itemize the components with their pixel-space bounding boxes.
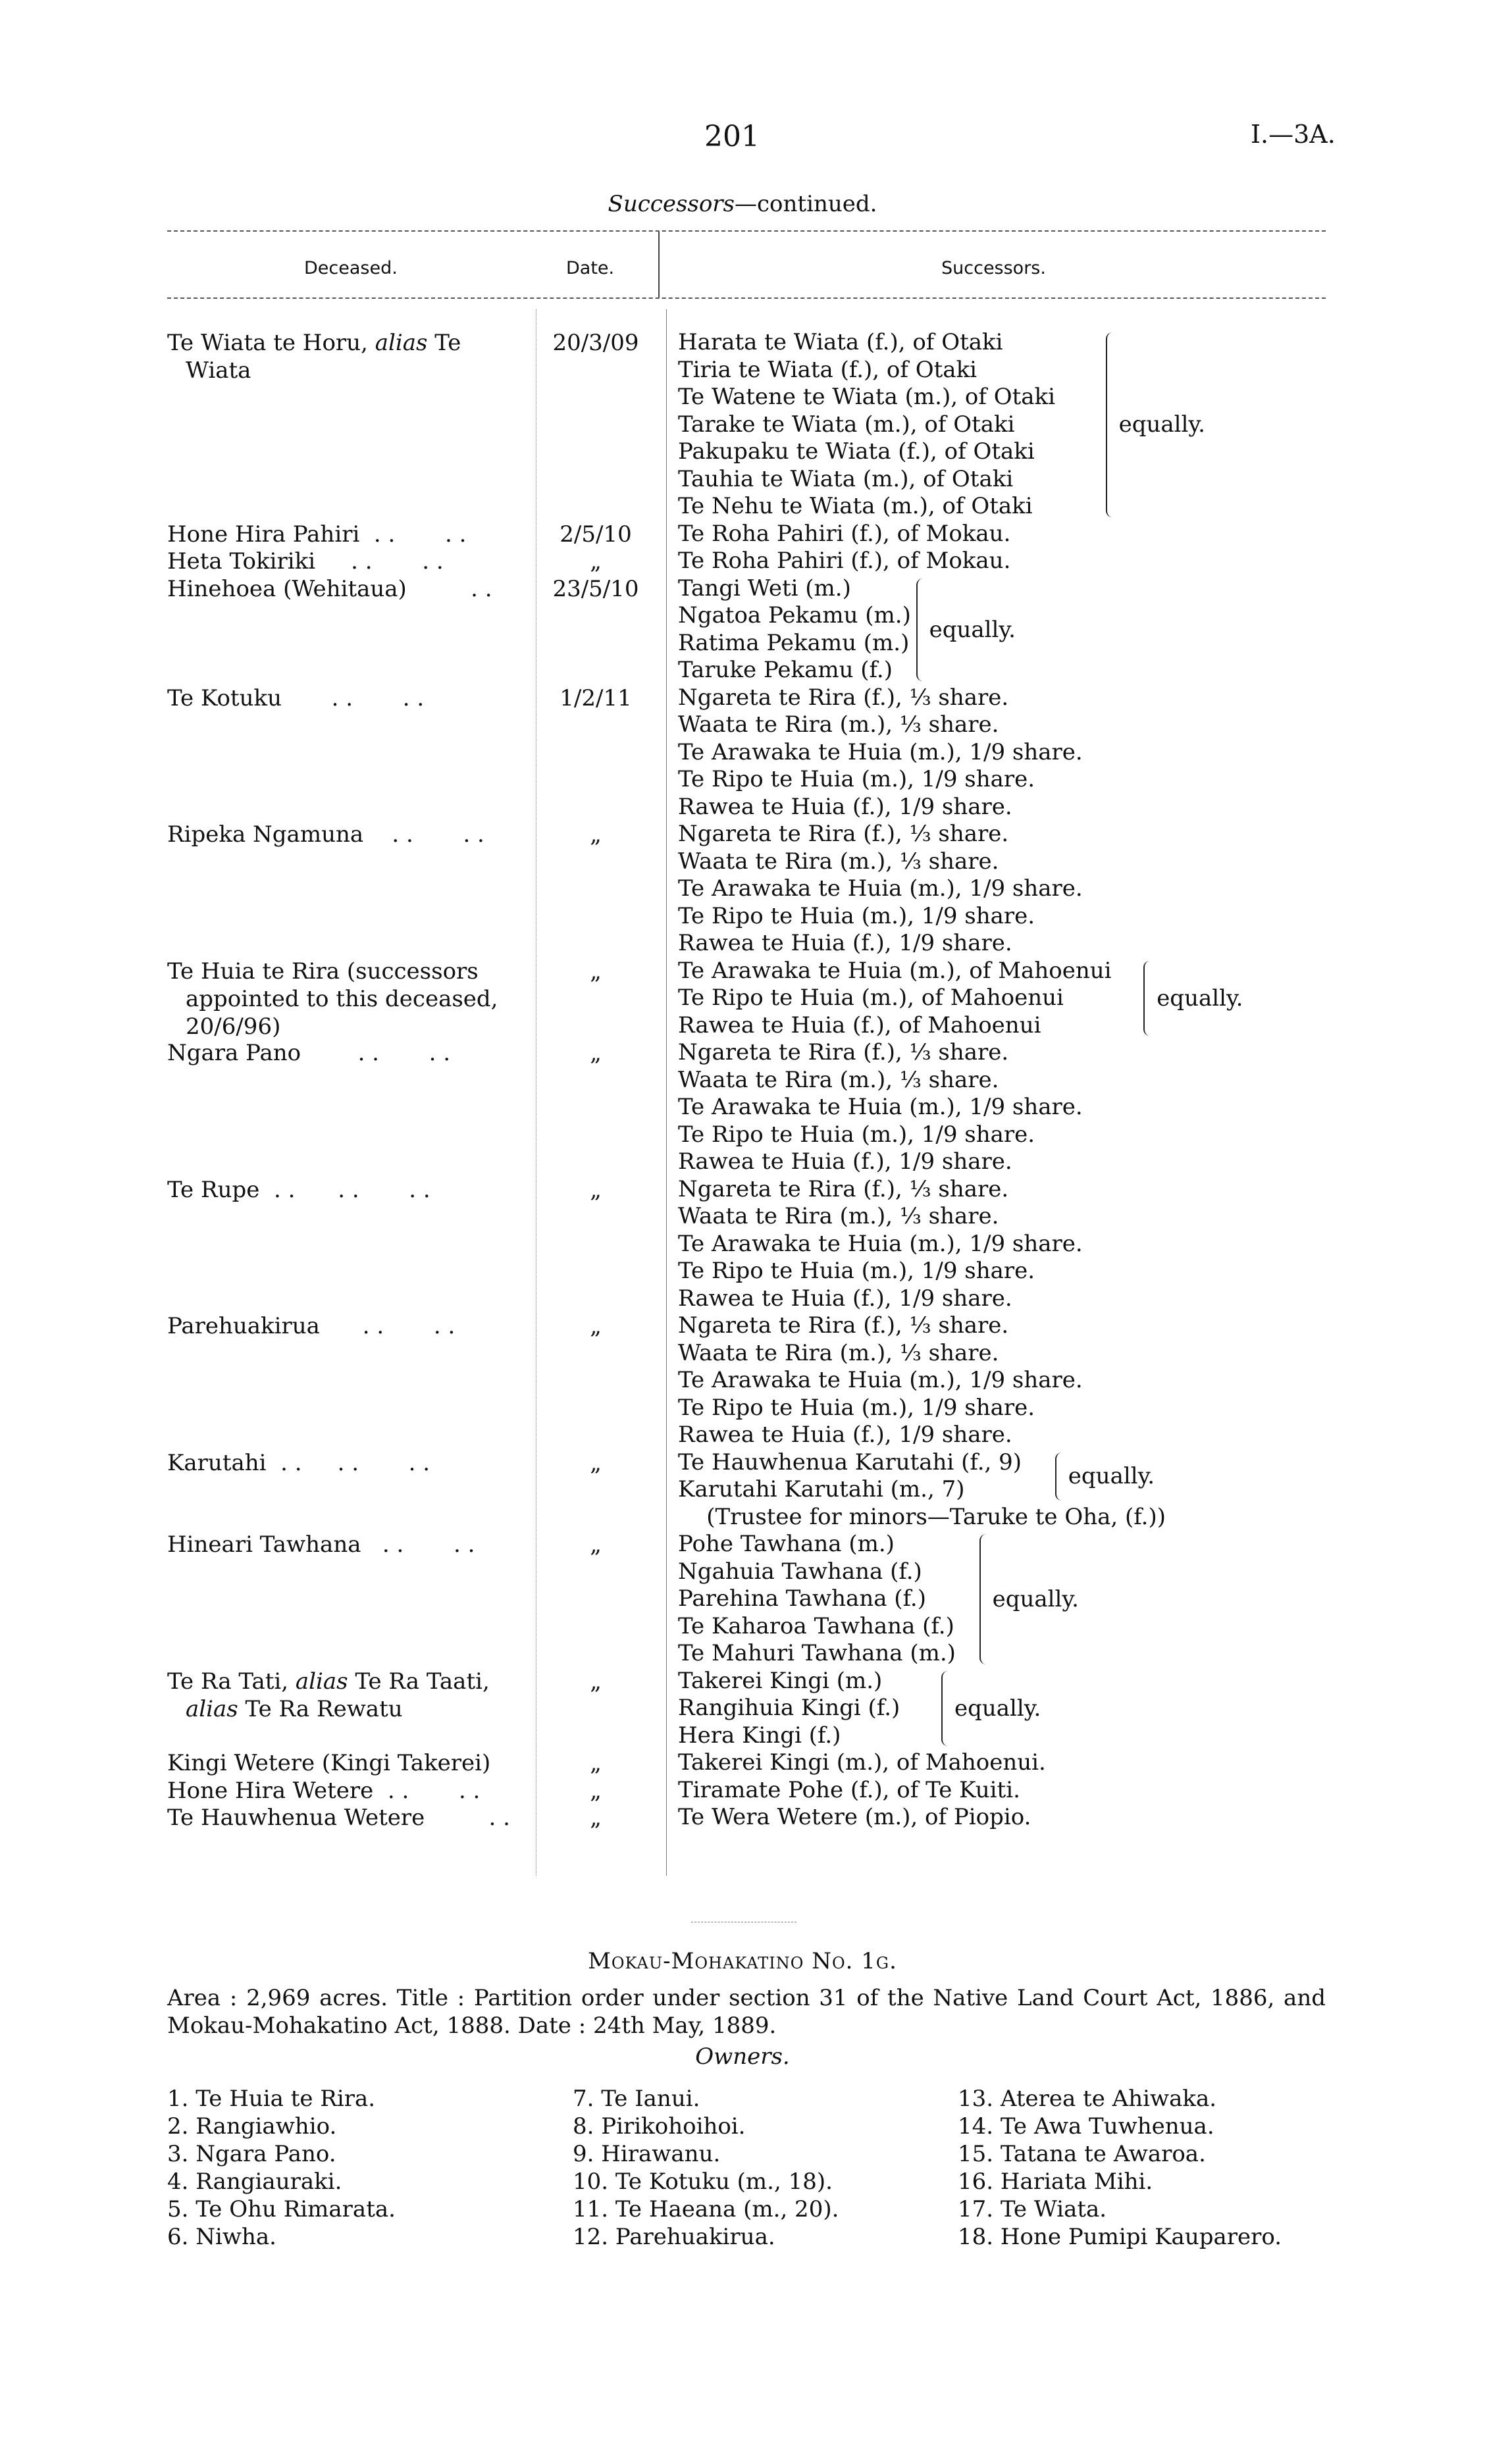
- successor-line: Te Roha Pahiri (f.), of Mokau.: [678, 520, 1011, 547]
- date-cell: „: [590, 1040, 602, 1066]
- table-row: [0, 684, 1485, 821]
- heading-title: Successors: [608, 191, 735, 217]
- successor-line: Takerei Kingi (m.): [678, 1667, 883, 1694]
- equally-note: equally.: [929, 616, 1016, 643]
- document-code: I.—3A.: [1251, 120, 1336, 149]
- deceased-line: Te Kotuku . . . .: [167, 684, 425, 711]
- column-header-deceased: Deceased.: [304, 258, 398, 278]
- successor-line: Te Ripo te Huia (m.), of Mahoenui: [678, 985, 1064, 1011]
- deceased-cell: [167, 1531, 523, 1558]
- successor-line: Te Ripo te Huia (m.), 1/9 share.: [678, 902, 1035, 929]
- deceased-line: Hineari Tawhana . . . .: [167, 1531, 475, 1558]
- successor-line: Rawea te Huia (f.), 1/9 share.: [678, 1422, 1012, 1448]
- deceased-cell: [167, 1176, 523, 1204]
- successor-line: Te Ripo te Huia (m.), 1/9 share.: [678, 1121, 1035, 1148]
- date-cell: „: [590, 1531, 602, 1558]
- successor-line: Waata te Rira (m.), ⅓ share.: [678, 1339, 999, 1366]
- equally-brace: [979, 1531, 1079, 1668]
- successor-line: Te Arawaka te Huia (m.), 1/9 share.: [678, 738, 1083, 765]
- equally-brace: [1055, 1449, 1155, 1504]
- deceased-line: 20/6/96): [186, 1013, 281, 1040]
- owner-entry: 8. Pirikohoihoi.: [573, 2113, 746, 2140]
- table-row: [0, 1749, 1485, 1777]
- successor-line: Rangihuia Kingi (f.): [678, 1695, 900, 1721]
- owner-entry: 11. Te Haeana (m., 20).: [573, 2196, 839, 2222]
- equally-brace: [916, 575, 1016, 684]
- header-top-rule: [167, 230, 1326, 232]
- successor-line: Ngareta te Rira (f.), ⅓ share.: [678, 1039, 1009, 1065]
- table-row: [0, 548, 1485, 575]
- deceased-line: Te Hauwhenua Wetere . .: [167, 1805, 510, 1831]
- successor-line: Tiramate Pohe (f.), of Te Kuiti.: [678, 1776, 1020, 1803]
- table-row: [0, 1668, 1485, 1750]
- successor-line: Parehina Tawhana (f.): [678, 1585, 927, 1612]
- successor-line: Rawea te Huia (f.), 1/9 share.: [678, 930, 1012, 956]
- successor-line: Takerei Kingi (m.), of Mahoenui.: [678, 1749, 1046, 1776]
- owner-entry: 14. Te Awa Tuwhenua.: [958, 2113, 1214, 2140]
- table-row: [0, 521, 1485, 548]
- date-cell: 20/3/09: [552, 330, 639, 356]
- successor-line: Te Watene te Wiata (m.), of Otaki: [678, 384, 1056, 410]
- date-cell: 2/5/10: [560, 521, 632, 548]
- deceased-cell: [167, 521, 523, 548]
- table-row: [0, 575, 1485, 684]
- deceased-cell: [167, 1039, 523, 1067]
- deceased-cell: [167, 1668, 523, 1723]
- table-row: [0, 1312, 1485, 1449]
- owner-entry: 15. Tatana te Awaroa.: [958, 2141, 1206, 2167]
- column-header-successors: Successors.: [941, 258, 1046, 278]
- deceased-line: Wiata: [186, 357, 251, 384]
- table-row: [0, 1039, 1485, 1176]
- successor-line: Harata te Wiata (f.), of Otaki: [678, 329, 1003, 355]
- date-cell: „: [590, 1777, 602, 1804]
- successors-cell: [678, 1312, 1435, 1449]
- deceased-line: Te Ra Tati, alias Te Ra Taati,: [167, 1668, 490, 1695]
- deceased-line: Hone Hira Pahiri . . . .: [167, 521, 467, 548]
- successors-cell: [678, 1749, 1435, 1777]
- successors-cell: [678, 1176, 1435, 1313]
- equally-brace: [1143, 958, 1243, 1040]
- table-row: [0, 1531, 1485, 1668]
- successor-line: (Trustee for minors—Taruke te Oha, (f.)): [678, 1503, 1166, 1530]
- deceased-cell: [167, 575, 523, 603]
- owner-entry: 18. Hone Pumipi Kauparero.: [958, 2224, 1282, 2250]
- deceased-cell: [167, 684, 523, 712]
- deceased-cell: [167, 1312, 523, 1340]
- date-cell: „: [590, 1176, 602, 1203]
- date-cell: „: [590, 958, 602, 985]
- successor-line: Te Nehu te Wiata (m.), of Otaki: [678, 493, 1033, 519]
- date-cell: „: [590, 1313, 602, 1339]
- successor-line: Te Hauwhenua Karutahi (f., 9): [678, 1449, 1022, 1476]
- section-title: Mokau-Mohakatino No. 1g.: [588, 1948, 897, 1974]
- deceased-line: Heta Tokiriki . . . .: [167, 548, 444, 575]
- section-meta: Area : 2,969 acres. Title : Partition order under section 31 of the Native Land Court Act, 1886, and Mokau-Mohakatino Act, 1888. Date : 24th May, 1889.: [167, 1985, 1326, 2039]
- successor-line: Ngahuia Tawhana (f.): [678, 1558, 922, 1585]
- owners-label: Owners.: [695, 2043, 790, 2070]
- owners-column-2: [573, 2085, 839, 2251]
- deceased-cell: [167, 1804, 523, 1832]
- owner-entry: 5. Te Ohu Rimarata.: [167, 2196, 396, 2222]
- date-cell: „: [590, 1449, 602, 1476]
- successor-line: Te Ripo te Huia (m.), 1/9 share.: [678, 1258, 1035, 1284]
- date-cell: 1/2/11: [560, 684, 632, 711]
- equally-note: equally.: [954, 1695, 1041, 1722]
- owner-entry: 9. Hirawanu.: [573, 2141, 721, 2167]
- successors-cell: [678, 1039, 1435, 1176]
- successor-line: Te Ripo te Huia (m.), 1/9 share.: [678, 1394, 1035, 1421]
- successor-line: Te Kaharoa Tawhana (f.): [678, 1612, 954, 1639]
- successor-line: Tangi Weti (m.): [678, 575, 851, 602]
- owner-entry: 10. Te Kotuku (m., 18).: [573, 2169, 833, 2195]
- page-number: 201: [704, 120, 760, 153]
- table-row: [0, 821, 1485, 958]
- successor-line: Taruke Pekamu (f.): [678, 657, 893, 683]
- date-cell: „: [590, 1805, 602, 1831]
- equally-note: equally.: [1118, 411, 1205, 438]
- successor-line: Tauhia te Wiata (m.), of Otaki: [678, 465, 1014, 492]
- owner-entry: 6. Niwha.: [167, 2224, 276, 2250]
- owner-entry: 12. Parehuakirua.: [573, 2224, 775, 2250]
- date-cell: „: [590, 548, 602, 575]
- successor-line: Ratima Pekamu (m.): [678, 629, 910, 656]
- deceased-line: Te Huia te Rira (successors: [167, 958, 479, 985]
- owner-entry: 2. Rangiawhio.: [167, 2113, 337, 2140]
- successor-line: Rawea te Huia (f.), 1/9 share.: [678, 1285, 1012, 1312]
- header-bottom-rule: [167, 297, 1326, 299]
- deceased-cell: [167, 821, 523, 848]
- successor-line: Ngareta te Rira (f.), ⅓ share.: [678, 821, 1009, 847]
- successor-line: Ngareta te Rira (f.), ⅓ share.: [678, 1312, 1009, 1339]
- deceased-line: Te Rupe . . . . . .: [167, 1176, 430, 1203]
- successor-line: Te Mahuri Tawhana (m.): [678, 1640, 956, 1666]
- deceased-line: Parehuakirua . . . .: [167, 1313, 456, 1339]
- header-column-divider: [658, 232, 660, 297]
- successor-line: Te Arawaka te Huia (m.), 1/9 share.: [678, 875, 1083, 902]
- table-row: [0, 1804, 1485, 1832]
- owner-entry: 17. Te Wiata.: [958, 2196, 1107, 2222]
- deceased-line: Kingi Wetere (Kingi Takerei): [167, 1750, 491, 1776]
- owner-entry: 13. Aterea te Ahiwaka.: [958, 2086, 1217, 2112]
- successor-line: Ngareta te Rira (f.), ⅓ share.: [678, 684, 1009, 711]
- deceased-line: Hone Hira Wetere . . . .: [167, 1777, 481, 1804]
- successors-cell: [678, 329, 1435, 521]
- successor-line: Tarake te Wiata (m.), of Otaki: [678, 411, 1015, 438]
- successors-cell: [678, 1804, 1435, 1832]
- successor-line: Te Arawaka te Huia (m.), of Mahoenui: [678, 957, 1112, 984]
- successor-line: Te Ripo te Huia (m.), 1/9 share.: [678, 766, 1035, 792]
- successor-line: Rawea te Huia (f.), 1/9 share.: [678, 793, 1012, 820]
- deceased-line: Hinehoea (Wehitaua) . .: [167, 575, 492, 602]
- deceased-cell: [167, 1777, 523, 1805]
- owner-entry: 16. Hariata Mihi.: [958, 2169, 1153, 2195]
- successor-line: Te Arawaka te Huia (m.), 1/9 share.: [678, 1367, 1083, 1393]
- successor-line: Te Roha Pahiri (f.), of Mokau.: [678, 548, 1011, 574]
- successor-line: Ngareta te Rira (f.), ⅓ share.: [678, 1175, 1009, 1202]
- successor-line: Te Arawaka te Huia (m.), 1/9 share.: [678, 1094, 1083, 1120]
- successor-line: Te Wera Wetere (m.), of Piopio.: [678, 1804, 1031, 1830]
- successor-line: Waata te Rira (m.), ⅓ share.: [678, 1066, 999, 1093]
- successor-line: Te Arawaka te Huia (m.), 1/9 share.: [678, 1230, 1083, 1257]
- successor-line: Waata te Rira (m.), ⅓ share.: [678, 1203, 999, 1229]
- successor-line: Karutahi Karutahi (m., 7): [678, 1476, 965, 1502]
- successor-line: Ngatoa Pekamu (m.): [678, 602, 911, 629]
- owner-entry: 7. Te Ianui.: [573, 2086, 700, 2112]
- successor-line: Waata te Rira (m.), ⅓ share.: [678, 848, 999, 875]
- equally-note: equally.: [992, 1585, 1079, 1612]
- successors-cell: [678, 821, 1435, 958]
- successors-cell: [678, 548, 1435, 575]
- deceased-cell: [167, 548, 523, 575]
- deceased-line: Te Wiata te Horu, alias Te: [167, 330, 461, 356]
- heading-suffix: —continued.: [735, 191, 877, 217]
- table-heading: [0, 191, 1485, 217]
- owner-entry: 3. Ngara Pano.: [167, 2141, 336, 2167]
- successor-line: Hera Kingi (f.): [678, 1722, 841, 1749]
- table-row: [0, 1777, 1485, 1805]
- deceased-cell: [167, 1749, 523, 1777]
- deceased-line: Karutahi . . . . . .: [167, 1449, 430, 1476]
- table-row: [0, 1449, 1485, 1531]
- date-cell: 23/5/10: [552, 575, 639, 602]
- owners-column-1: [167, 2085, 396, 2251]
- successor-line: Pakupaku te Wiata (f.), of Otaki: [678, 438, 1035, 465]
- successors-cell: [678, 684, 1435, 821]
- deceased-cell: [167, 329, 523, 384]
- equally-note: equally.: [1068, 1463, 1155, 1489]
- date-cell: „: [590, 1750, 602, 1776]
- successor-line: Rawea te Huia (f.), of Mahoenui: [678, 1012, 1041, 1039]
- successors-cell: [678, 521, 1435, 548]
- successors-cell: [678, 1668, 1435, 1750]
- date-cell: „: [590, 1668, 602, 1695]
- column-header-date: Date.: [566, 258, 615, 278]
- successors-table-body: [0, 329, 1485, 1832]
- table-row: [0, 329, 1485, 521]
- successor-line: Pohe Tawhana (m.): [678, 1531, 895, 1557]
- owner-entry: 1. Te Huia te Rira.: [167, 2086, 376, 2112]
- equally-note: equally.: [1157, 985, 1243, 1012]
- successors-cell: [678, 1777, 1435, 1805]
- equally-brace: [1106, 329, 1205, 521]
- successors-cell: [678, 958, 1435, 1040]
- deceased-line: alias Te Ra Rewatu: [186, 1695, 403, 1722]
- date-cell: „: [590, 821, 602, 848]
- owners-column-3: [958, 2085, 1282, 2251]
- successors-cell: [678, 575, 1435, 684]
- deceased-cell: [167, 958, 523, 1040]
- successor-line: Tiria te Wiata (f.), of Otaki: [678, 356, 977, 383]
- deceased-line: Ngara Pano . . . .: [167, 1040, 451, 1066]
- deceased-line: appointed to this deceased,: [186, 985, 498, 1012]
- table-row: [0, 958, 1485, 1040]
- table-row: [0, 1176, 1485, 1313]
- deceased-line: Ripeka Ngamuna . . . .: [167, 821, 484, 848]
- successor-line: Waata te Rira (m.), ⅓ share.: [678, 711, 999, 738]
- successor-line: Rawea te Huia (f.), 1/9 share.: [678, 1148, 1012, 1175]
- owner-entry: 4. Rangiauraki.: [167, 2169, 342, 2195]
- deceased-cell: [167, 1449, 523, 1477]
- equally-brace: [941, 1668, 1041, 1750]
